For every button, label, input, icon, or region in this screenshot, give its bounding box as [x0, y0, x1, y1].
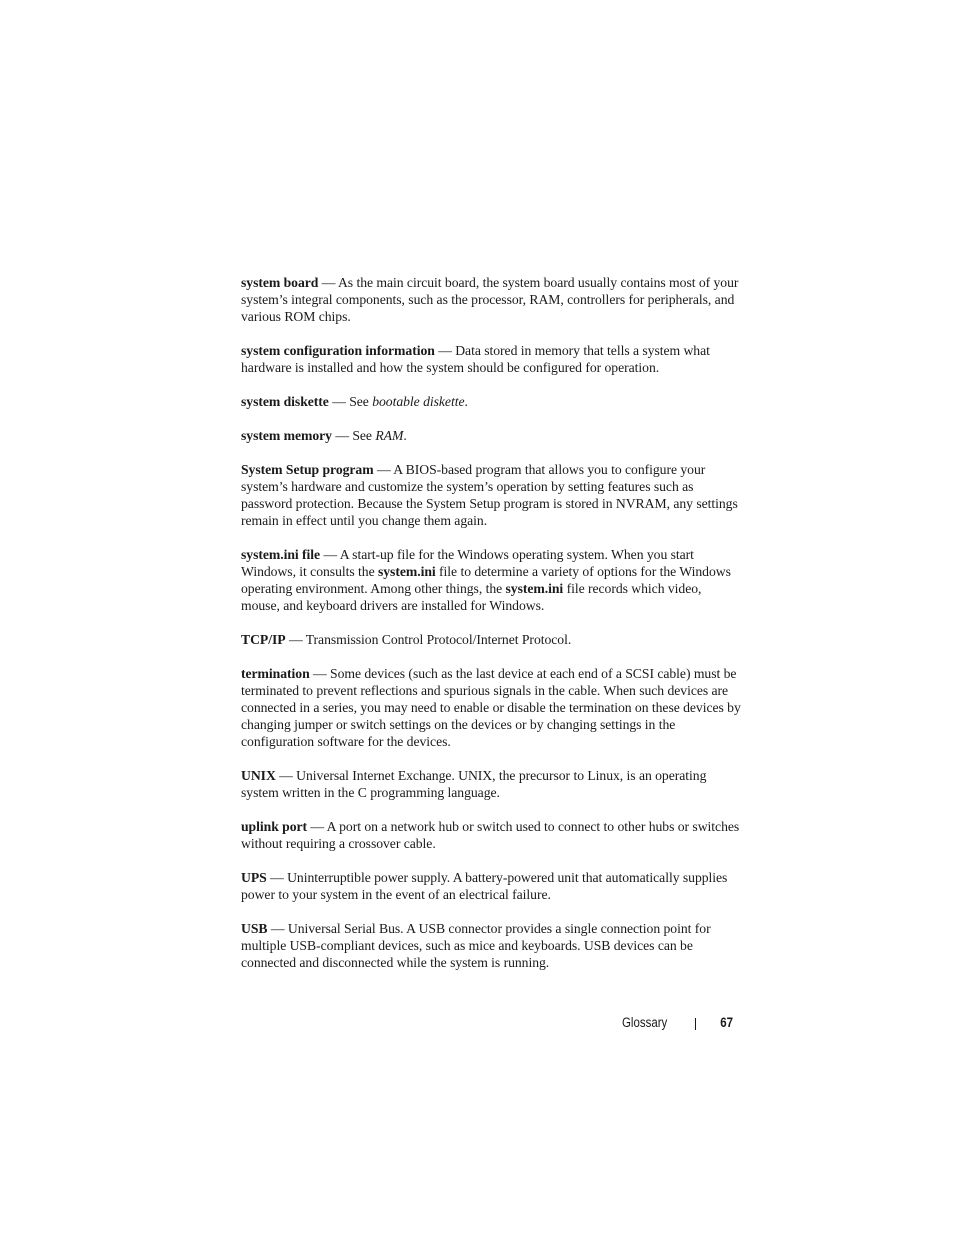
- glossary-term: system board: [241, 275, 319, 290]
- definition-text: file to determine a variety of options for the Windows operating environment. Among other things, the: [241, 564, 731, 596]
- definition-text: — As the main circuit board, the system board usually contains most of your system’s integral components, such as the processor, RAM, controllers for peripherals, and various ROM chips.: [241, 275, 739, 324]
- definition-text: — See: [331, 428, 376, 443]
- glossary-entries: [241, 274, 741, 988]
- glossary-entry: [241, 818, 741, 852]
- glossary-term: system memory: [241, 428, 332, 443]
- definition-text: — Uninterruptible power supply. A battery-powered unit that automatically supplies power to your system in the event of an electrical failure.: [241, 870, 728, 902]
- glossary-term: UNIX: [241, 768, 276, 783]
- footer-separator: [695, 1018, 696, 1030]
- definition-text: — A port on a network hub or switch used to connect to other hubs or switches without requiring a crossover cable.: [241, 819, 740, 851]
- definition-text: — See: [328, 394, 373, 409]
- page-footer: [560, 1015, 735, 1035]
- page-number: 67: [720, 1015, 733, 1030]
- glossary-term: UPS: [241, 870, 267, 885]
- footer-section-title: Glossary: [621, 1015, 667, 1030]
- glossary-term: TCP/IP: [241, 632, 286, 647]
- definition-text: file records which video, mouse, and keyboard drivers are installed for Windows.: [241, 581, 702, 613]
- glossary-entry: [241, 461, 741, 529]
- glossary-entry: [241, 767, 741, 801]
- glossary-entry: [241, 342, 741, 376]
- definition-text: — A start-up file for the Windows operating system. When you start Windows, it consults the: [241, 547, 694, 579]
- glossary-term: termination: [241, 666, 310, 681]
- glossary-term: system.ini file: [241, 547, 321, 562]
- glossary-entry: [241, 546, 741, 614]
- glossary-entry: [241, 869, 741, 903]
- definition-text: — Transmission Control Protocol/Internet Protocol.: [285, 632, 572, 647]
- cross-reference: RAM: [375, 428, 404, 443]
- glossary-entry: [241, 393, 741, 410]
- definition-text: .: [464, 394, 468, 409]
- inline-bold-term: system.ini: [505, 581, 564, 596]
- definition-text: — Universal Serial Bus. A USB connector provides a single connection point for multiple USB-compliant devices, such as mice and keyboards. USB devices can be connected and disconnected while the system is running.: [241, 921, 711, 970]
- glossary-entry: [241, 274, 741, 325]
- definition-text: — Universal Internet Exchange. UNIX, the precursor to Linux, is an operating system written in the C programming language.: [241, 768, 707, 800]
- glossary-term: system configuration information: [241, 343, 435, 358]
- glossary-term: uplink port: [241, 819, 308, 834]
- glossary-entry: [241, 631, 741, 648]
- definition-text: — Data stored in memory that tells a system what hardware is installed and how the system should be configured for operation.: [241, 343, 710, 375]
- glossary-entry: [241, 665, 741, 750]
- inline-bold-term: system.ini: [377, 564, 436, 579]
- cross-reference: bootable diskette: [372, 394, 465, 409]
- glossary-term: system diskette: [241, 394, 329, 409]
- glossary-entry: [241, 427, 741, 444]
- definition-text: — Some devices (such as the last device at each end of a SCSI cable) must be terminated to prevent reflections and spurious signals in the cable. When such devices are connected in a series, you may need to enable or disable the termination on these devices by changing jumper or switch settings on the devices or by changing settings in the configuration software for the devices.: [241, 666, 741, 749]
- glossary-term: System Setup program: [241, 462, 374, 477]
- glossary-term: USB: [241, 921, 268, 936]
- glossary-entry: [241, 920, 741, 971]
- definition-text: .: [403, 428, 407, 443]
- definition-text: — A BIOS-based program that allows you to configure your system’s hardware and customize the system’s operation by setting features such as password protection. Because the System Setup program is stored in NVRAM, any settings remain in effect until you change them again.: [241, 462, 738, 528]
